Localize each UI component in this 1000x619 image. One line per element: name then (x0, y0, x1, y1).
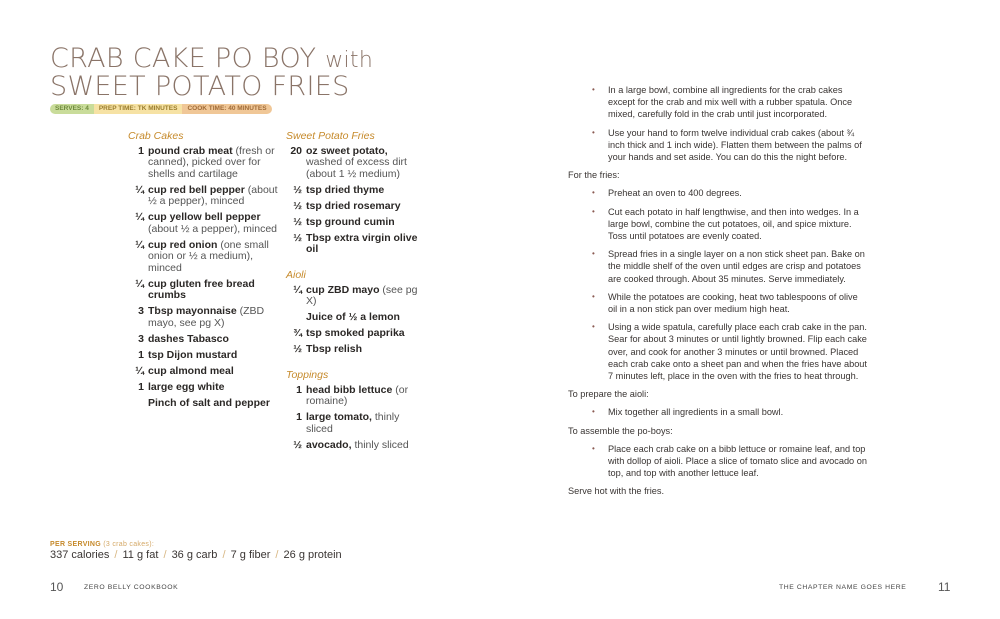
ingredient-name: Tbsp mayonnaise (148, 305, 237, 317)
direction-text: In a large bowl, combine all ingredients for the crab cakes except for the crab and mix well with a rubber spatula. Once mixed, carefully fold in the crab until just incorporated. (608, 85, 853, 120)
ingredients-column-1 (128, 131, 278, 414)
nutrition-value: 337 calories (50, 549, 110, 561)
ingredient-item (286, 440, 426, 452)
ingredient-quantity: 20 (290, 144, 302, 157)
ingredient-item (128, 334, 278, 346)
direction-text: Using a wide spatula, carefully place each crab cake in the pan. Sear for about 3 minutes or until lightly browned. Flip each cake over, and cook for another 3 minutes or until browned. Placed each crab cake onto a sheet pan and when the fries have about 7 minutes left, place in the oven with the fries to heat through. (608, 322, 867, 382)
ingredient-list-aioli (286, 285, 426, 356)
ingredient-name: Juice of ½ a lemon (306, 311, 400, 323)
title-line-2: SWEET POTATO FRIES (50, 71, 350, 102)
ingredient-quantity: ½ (293, 343, 302, 355)
ingredient-text (306, 344, 362, 356)
ingredient-name: large tomato, (306, 411, 372, 423)
nutrition-value: 11 g fat (122, 549, 159, 561)
ingredient-quantity: ¼ (135, 364, 144, 377)
ingredient-item (286, 385, 426, 408)
ingredient-text (148, 366, 234, 378)
direction-text: Preheat an oven to 400 degrees. (608, 188, 742, 199)
direction-subheading: Serve hot with the fries. (568, 486, 665, 497)
ingredient-quantity: 3 (138, 305, 144, 317)
ingredient-item (128, 185, 278, 208)
ingredient-item (128, 279, 278, 302)
ingredient-text (306, 201, 401, 213)
ingredient-quantity: ¼ (135, 238, 144, 251)
ingredient-name: head bibb lettuce (306, 383, 393, 396)
ingredient-item (286, 146, 426, 181)
ingredients-column-2 (286, 131, 426, 456)
ingredient-name: tsp Dijon mustard (148, 348, 238, 361)
ingredient-quantity: 3 (138, 332, 144, 345)
ingredient-text (148, 382, 224, 394)
ingredient-item (128, 382, 278, 394)
ingredient-name: tsp dried rosemary (306, 199, 401, 212)
direction-text: Use your hand to form twelve individual crab cakes (about ¾ inch thick and 1 inch wide). Flatten them between the palms of your hands and set aside. You can do this the night before. (608, 127, 862, 163)
ingredient-item (128, 212, 278, 235)
ingredient-name: tsp ground cumin (306, 215, 395, 228)
ingredient-quantity: 1 (296, 383, 302, 396)
direction-step (568, 187, 868, 199)
ingredient-name: tsp dried thyme (306, 183, 385, 196)
bullet-icon: • (592, 407, 595, 417)
prep-time-badge: PREP TIME: TK MINUTES (94, 104, 183, 114)
ingredient-item (286, 328, 426, 340)
direction-text: Mix together all ingredients in a small bowl. (608, 407, 784, 418)
ingredient-name: Pinch of salt and pepper (148, 396, 270, 409)
page-number-right: 11 (938, 580, 951, 594)
directions (568, 84, 868, 504)
ingredient-quantity (128, 398, 148, 410)
per-serving-label: PER SERVING (50, 541, 102, 548)
ingredient-item (128, 398, 278, 410)
ingredient-name: oz sweet potato, (306, 144, 388, 157)
ingredient-quantity: ½ (293, 438, 302, 451)
bullet-icon: • (592, 291, 595, 301)
ingredient-item (128, 366, 278, 378)
ingredient-text (306, 328, 405, 340)
ingredient-name: dashes Tabasco (148, 332, 229, 345)
ingredient-name: cup almond meal (148, 364, 234, 377)
ingredient-quantity: 1 (138, 348, 144, 361)
ingredient-item (128, 240, 278, 275)
direction-step (568, 127, 868, 164)
ingredient-item (286, 201, 426, 213)
ingredient-list-fries (286, 146, 426, 256)
bullet-icon: • (592, 206, 595, 216)
ingredient-text: oz sweet potato, washed of excess dirt (about 1 ½ medium) (306, 144, 407, 180)
ingredient-quantity: ½ (293, 231, 302, 244)
ingredient-name: cup gluten free bread crumbs (148, 277, 255, 301)
direction-subheading: For the fries: (568, 170, 620, 181)
ingredient-quantity: 1 (138, 144, 144, 157)
bullet-icon: • (592, 322, 595, 332)
ingredient-name: Tbsp extra virgin olive oil (306, 231, 418, 255)
ingredient-item (128, 350, 278, 362)
ingredient-text (148, 398, 270, 410)
ingredient-name: Tbsp relish (306, 343, 363, 355)
section-heading-sweet-potato-fries: Sweet Potato Fries (286, 130, 375, 142)
bullet-icon: • (592, 188, 595, 198)
serves-badge: SERVES: 4 (50, 104, 94, 114)
ingredient-quantity: 1 (296, 411, 302, 423)
ingredient-name: cup yellow bell pepper (148, 211, 261, 223)
running-head-right: THE CHAPTER NAME GOES HERE (779, 584, 907, 591)
nutrition-separator: / (272, 549, 282, 561)
nutrition-separator: / (219, 549, 229, 561)
running-head-left: ZERO BELLY COOKBOOK (84, 584, 179, 591)
section-heading-crab-cakes: Crab Cakes (128, 130, 184, 142)
recipe-meta-bar (50, 104, 272, 114)
ingredient-text: head bibb lettuce (or romaine) (306, 383, 409, 407)
ingredient-item (128, 306, 278, 329)
ingredient-quantity: ¼ (135, 277, 144, 290)
ingredient-list-toppings (286, 385, 426, 452)
direction-subheading: To prepare the aioli: (568, 389, 649, 400)
bullet-icon: • (592, 127, 595, 137)
cook-time-badge: COOK TIME: 40 MINUTES (182, 104, 271, 114)
ingredient-quantity: ¼ (135, 183, 144, 196)
bullet-icon: • (592, 249, 595, 259)
bullet-icon: • (592, 443, 595, 453)
ingredient-name: avocado, (306, 438, 352, 451)
direction-step (568, 248, 868, 285)
ingredient-item (286, 217, 426, 229)
ingredient-name: tsp smoked paprika (306, 327, 405, 339)
ingredient-quantity: 1 (138, 380, 144, 393)
ingredient-quantity (286, 312, 306, 324)
ingredient-item (286, 233, 426, 256)
bullet-icon: • (592, 85, 595, 94)
ingredient-list-crab-cakes (128, 146, 278, 410)
nutrition-info (50, 541, 342, 561)
ingredient-text: large tomato, thinly sliced (306, 411, 400, 435)
ingredient-item (286, 285, 426, 308)
nutrition-value: 26 g protein (283, 549, 342, 561)
ingredient-text: pound crab meat (fresh or canned), picked over for shells and cartilage (148, 144, 275, 180)
nutrition-values (50, 549, 342, 561)
direction-text: Spread fries in a single layer on a non stick sheet pan. Bake on the middle shelf of the oven until edges are crisp and potatoes are cooked through. About 35 minutes. Serve immediately. (608, 249, 865, 284)
ingredient-name: large egg white (148, 380, 225, 393)
ingredient-text: cup yellow bell pepper (about ½ a pepper), minced (148, 211, 277, 235)
ingredient-item (286, 185, 426, 197)
ingredient-text: Tbsp mayonnaise (ZBD mayo, see pg X) (148, 305, 265, 329)
ingredient-text (306, 217, 395, 229)
ingredient-text: avocado, thinly sliced (306, 438, 409, 451)
direction-step (568, 321, 868, 382)
ingredient-item (128, 146, 278, 181)
ingredient-quantity: ½ (293, 199, 302, 212)
section-heading-toppings: Toppings (286, 369, 329, 381)
ingredient-text (306, 185, 384, 197)
direction-step (568, 206, 868, 243)
direction-step (568, 84, 868, 121)
direction-step (568, 406, 868, 418)
recipe-title (50, 43, 374, 102)
direction-step (568, 443, 868, 480)
direction-text: Cut each potato in half lengthwise, and then into wedges. In a large bowl, combine the cut potatoes, oil, and spice mixture. Toss until potatoes are evenly coated. (608, 206, 859, 242)
title-line-1: CRAB CAKE PO BOY (50, 43, 317, 74)
ingredient-text: cup red bell pepper (about ½ a pepper), minced (148, 183, 278, 207)
ingredient-text (148, 279, 278, 302)
ingredient-item (286, 344, 426, 356)
title-with: with (325, 48, 374, 73)
nutrition-value: 36 g carb (171, 549, 218, 561)
ingredient-quantity: ¼ (135, 211, 144, 223)
ingredient-quantity: ½ (293, 183, 302, 196)
nutrition-label (50, 541, 342, 548)
ingredient-text (306, 312, 400, 324)
direction-text: Place each crab cake on a bibb lettuce or romaine leaf, and top with dollop of aioli. Place a slice of tomato slice and avocado on top, and top with another lettuce leaf. (608, 443, 867, 479)
nutrition-separator: / (111, 549, 121, 561)
ingredient-text (148, 334, 229, 346)
page-number-left: 10 (50, 580, 64, 594)
section-heading-aioli: Aioli (286, 269, 306, 281)
per-serving-sub: (3 crab cakes): (103, 541, 155, 548)
ingredient-item (286, 312, 426, 324)
nutrition-separator: / (160, 549, 170, 561)
ingredient-name: cup red bell pepper (148, 183, 245, 196)
ingredient-quantity: ¾ (293, 327, 302, 339)
ingredient-name: pound crab meat (148, 144, 233, 157)
direction-text: While the potatoes are cooking, heat two tablespoons of olive oil in a non stick pan over medium high heat. (608, 291, 858, 315)
ingredient-item (286, 412, 426, 435)
ingredient-text: cup red onion (one small onion or ½ a medium), minced (148, 238, 269, 274)
ingredient-quantity: ¼ (293, 283, 302, 296)
direction-subheading: To assemble the po-boys: (568, 425, 673, 436)
ingredient-name: cup ZBD mayo (306, 283, 380, 296)
ingredient-quantity: ½ (293, 215, 302, 228)
nutrition-value: 7 g fiber (230, 549, 271, 561)
direction-step (568, 291, 868, 315)
ingredient-name: cup red onion (148, 238, 218, 251)
ingredient-text (148, 350, 237, 362)
ingredient-text: cup ZBD mayo (see pg X) (306, 283, 418, 307)
ingredient-text (306, 233, 426, 256)
